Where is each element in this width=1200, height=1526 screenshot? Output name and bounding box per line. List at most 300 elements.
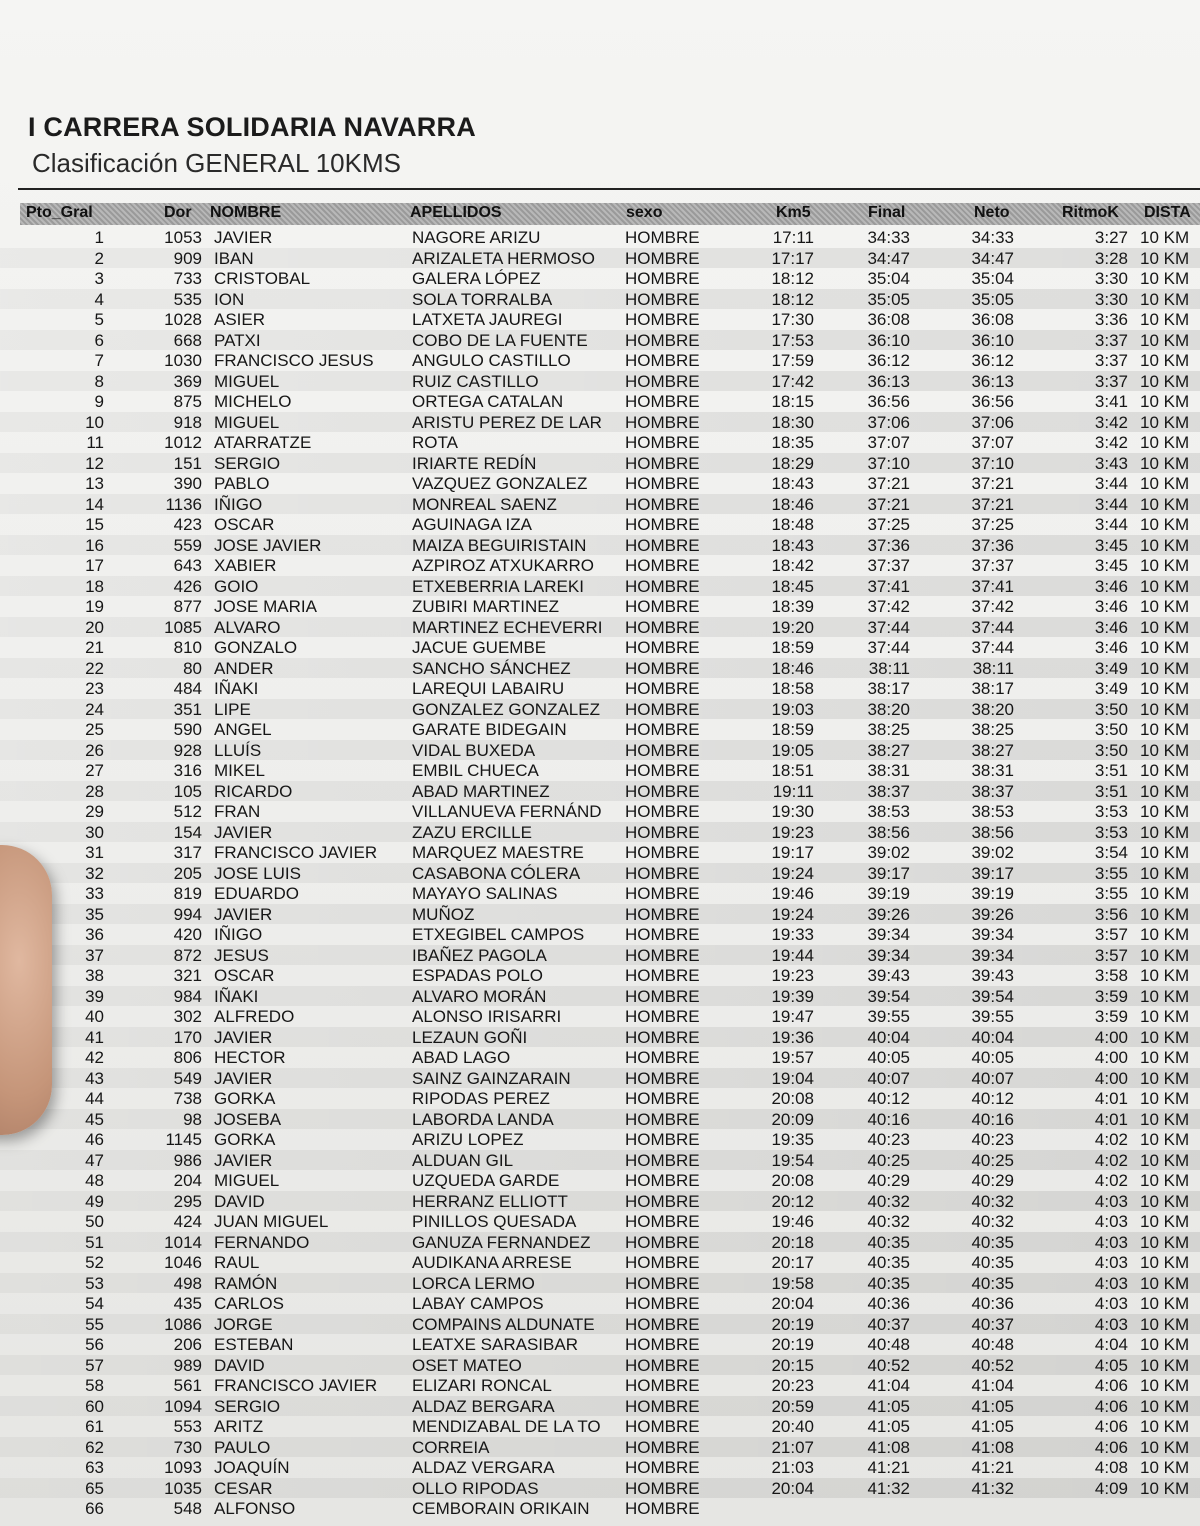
- dorsal-cell: 877: [173, 597, 202, 616]
- dorsal-cell: 1086: [164, 1314, 202, 1334]
- apellidos-cell: ABAD LAGO: [412, 1048, 511, 1067]
- nombre-cell: GONZALO: [214, 638, 298, 657]
- table-row: [0, 1457, 1200, 1478]
- dist-cell: 10 KM: [1140, 761, 1190, 780]
- km5-cell: 20:08: [771, 1171, 814, 1190]
- ritmo-cell: 4:09: [1094, 1478, 1128, 1498]
- ritmo-cell: 3:45: [1094, 556, 1128, 575]
- final-cell: 39:17: [867, 863, 910, 883]
- neto-cell: 36:10: [971, 330, 1014, 350]
- nombre-cell: JAVIER: [214, 1027, 273, 1047]
- dist-cell: 10 KM: [1140, 412, 1190, 432]
- dist-cell: 10 KM: [1140, 330, 1190, 350]
- dist-cell: 10 KM: [1140, 802, 1190, 821]
- final-cell: 38:31: [867, 761, 910, 780]
- ritmo-cell: 4:03: [1094, 1294, 1128, 1313]
- km5-cell: 17:30: [771, 310, 814, 329]
- final-cell: 40:04: [867, 1027, 910, 1047]
- pos-cell: 30: [85, 822, 104, 842]
- table-row: [0, 1437, 1200, 1458]
- ritmo-cell: 4:01: [1094, 1109, 1128, 1129]
- nombre-cell: ASIER: [214, 310, 266, 329]
- apellidos-cell: GANUZA FERNANDEZ: [412, 1232, 591, 1252]
- final-cell: 37:07: [867, 433, 910, 452]
- km5-cell: 17:53: [771, 330, 814, 350]
- table-row: [0, 617, 1200, 638]
- ritmo-cell: 3:44: [1094, 494, 1128, 514]
- neto-cell: 36:13: [971, 371, 1014, 391]
- table-row: [0, 350, 1200, 371]
- apellidos-cell: MUÑOZ: [412, 904, 475, 924]
- table-row: [0, 924, 1200, 945]
- nombre-cell: JOSE MARIA: [214, 597, 317, 616]
- dist-cell: 10 KM: [1140, 228, 1190, 247]
- nombre-cell: MIGUEL: [214, 412, 280, 432]
- neto-cell: 40:25: [971, 1150, 1014, 1170]
- neto-cell: 40:32: [971, 1212, 1014, 1231]
- final-cell: 40:37: [867, 1314, 910, 1334]
- pos-cell: 56: [85, 1335, 104, 1354]
- table-row: [0, 268, 1200, 289]
- pos-cell: 1: [94, 228, 104, 247]
- nombre-cell: JAVIER: [214, 822, 273, 842]
- nombre-cell: JUAN MIGUEL: [214, 1212, 329, 1231]
- km5-cell: 19:44: [771, 945, 814, 965]
- ritmo-cell: 4:00: [1094, 1027, 1128, 1047]
- table-row: [0, 1109, 1200, 1130]
- pos-cell: 63: [85, 1458, 104, 1477]
- nombre-cell: OSCAR: [214, 966, 275, 985]
- header-apellidos: APELLIDOS: [410, 204, 502, 221]
- pos-cell: 28: [85, 781, 104, 801]
- pos-cell: 29: [85, 802, 104, 821]
- apellidos-cell: HERRANZ ELLIOTT: [412, 1191, 568, 1211]
- ritmo-cell: 3:59: [1094, 986, 1128, 1006]
- dist-cell: 10 KM: [1140, 248, 1190, 268]
- ritmo-cell: 3:50: [1094, 699, 1128, 719]
- dist-cell: 10 KM: [1140, 658, 1190, 678]
- sexo-cell: HOMBRE: [625, 494, 700, 514]
- apellidos-cell: CEMBORAIN ORIKAIN: [412, 1499, 590, 1518]
- sexo-cell: HOMBRE: [625, 1130, 700, 1149]
- final-cell: 35:04: [867, 269, 910, 288]
- dist-cell: 10 KM: [1140, 392, 1190, 411]
- sexo-cell: HOMBRE: [625, 986, 700, 1006]
- ritmo-cell: 3:36: [1094, 310, 1128, 329]
- neto-cell: 38:53: [971, 802, 1014, 821]
- km5-cell: 21:07: [771, 1437, 814, 1457]
- apellidos-cell: MAIZA BEGUIRISTAIN: [412, 535, 587, 555]
- final-cell: 37:41: [867, 576, 910, 596]
- km5-cell: 21:03: [771, 1458, 814, 1477]
- header-sexo: sexo: [626, 204, 663, 221]
- apellidos-cell: EMBIL CHUECA: [412, 761, 539, 780]
- sexo-cell: HOMBRE: [625, 1478, 700, 1498]
- table-row: [0, 576, 1200, 597]
- neto-cell: 40:35: [971, 1232, 1014, 1252]
- table-row: [0, 801, 1200, 822]
- table-row: [0, 330, 1200, 351]
- nombre-cell: JORGE: [214, 1314, 273, 1334]
- dorsal-cell: 316: [173, 761, 202, 780]
- neto-cell: 38:17: [971, 679, 1014, 698]
- final-cell: 40:35: [867, 1253, 910, 1272]
- table-row: [0, 1068, 1200, 1089]
- pos-cell: 58: [85, 1376, 104, 1395]
- neto-cell: 40:35: [971, 1253, 1014, 1272]
- pos-cell: 39: [85, 986, 104, 1006]
- pos-cell: 54: [85, 1294, 104, 1313]
- sexo-cell: HOMBRE: [625, 1314, 700, 1334]
- neto-cell: 40:16: [971, 1109, 1014, 1129]
- final-cell: 38:25: [867, 720, 910, 739]
- header-final: Final: [868, 204, 906, 221]
- pos-cell: 51: [85, 1232, 104, 1252]
- table-row: [0, 760, 1200, 781]
- sexo-cell: HOMBRE: [625, 1396, 700, 1416]
- apellidos-cell: LATXETA JAUREGI: [412, 310, 563, 329]
- dist-cell: 10 KM: [1140, 576, 1190, 596]
- dorsal-cell: 819: [173, 884, 202, 903]
- sexo-cell: HOMBRE: [625, 576, 700, 596]
- nombre-cell: DAVID: [214, 1355, 265, 1375]
- ritmo-cell: 4:00: [1094, 1068, 1128, 1088]
- final-cell: 34:47: [867, 248, 910, 268]
- table-row: [0, 1355, 1200, 1376]
- ritmo-cell: 4:02: [1094, 1171, 1128, 1190]
- dist-cell: 10 KM: [1140, 310, 1190, 329]
- dist-cell: 10 KM: [1140, 351, 1190, 370]
- table-row: [0, 1396, 1200, 1417]
- ritmo-cell: 3:27: [1094, 228, 1128, 247]
- km5-cell: 19:23: [771, 966, 814, 985]
- dist-cell: 10 KM: [1140, 515, 1190, 534]
- nombre-cell: RAUL: [214, 1253, 260, 1272]
- pos-cell: 50: [85, 1212, 104, 1231]
- table-row: [0, 842, 1200, 863]
- nombre-cell: RICARDO: [214, 781, 293, 801]
- table-row: [0, 1129, 1200, 1150]
- pos-cell: 55: [85, 1314, 104, 1334]
- neto-cell: 40:32: [971, 1191, 1014, 1211]
- apellidos-cell: RUIZ CASTILLO: [412, 371, 539, 391]
- km5-cell: 19:39: [771, 986, 814, 1006]
- dorsal-cell: 535: [173, 289, 202, 309]
- neto-cell: 40:29: [971, 1171, 1014, 1190]
- km5-cell: 19:23: [771, 822, 814, 842]
- nombre-cell: OSCAR: [214, 515, 275, 534]
- nombre-cell: JAVIER: [214, 1150, 273, 1170]
- sexo-cell: HOMBRE: [625, 1232, 700, 1252]
- ritmo-cell: 4:06: [1094, 1437, 1128, 1457]
- apellidos-cell: MONREAL SAENZ: [412, 494, 557, 514]
- ritmo-cell: 3:44: [1094, 515, 1128, 534]
- km5-cell: 20:04: [771, 1294, 814, 1313]
- pos-cell: 43: [85, 1068, 104, 1088]
- dorsal-cell: 1028: [164, 310, 202, 329]
- ritmo-cell: 3:51: [1094, 761, 1128, 780]
- sexo-cell: HOMBRE: [625, 1437, 700, 1457]
- dorsal-cell: 984: [173, 986, 202, 1006]
- dist-cell: 10 KM: [1140, 1232, 1190, 1252]
- dist-cell: 10 KM: [1140, 1273, 1190, 1293]
- dorsal-cell: 1136: [165, 494, 202, 514]
- sexo-cell: HOMBRE: [625, 1335, 700, 1354]
- dist-cell: 10 KM: [1140, 1314, 1190, 1334]
- apellidos-cell: ARISTU PEREZ DE LAR: [412, 412, 602, 432]
- apellidos-cell: LABORDA LANDA: [412, 1109, 554, 1129]
- neto-cell: 41:32: [971, 1478, 1014, 1498]
- apellidos-cell: GONZALEZ GONZALEZ: [412, 699, 600, 719]
- pos-cell: 19: [85, 597, 104, 616]
- neto-cell: 38:56: [971, 822, 1014, 842]
- km5-cell: 19:36: [771, 1027, 814, 1047]
- final-cell: 36:56: [867, 392, 910, 411]
- km5-cell: 20:23: [771, 1376, 814, 1395]
- km5-cell: 19:47: [771, 1007, 814, 1026]
- sexo-cell: HOMBRE: [625, 453, 700, 473]
- pos-cell: 20: [85, 617, 104, 637]
- dist-cell: 10 KM: [1140, 433, 1190, 452]
- neto-cell: 40:35: [971, 1273, 1014, 1293]
- dorsal-cell: 206: [173, 1335, 202, 1354]
- dorsal-cell: 806: [173, 1048, 202, 1067]
- dorsal-cell: 498: [173, 1273, 202, 1293]
- pos-cell: 23: [85, 679, 104, 698]
- final-cell: 41:21: [867, 1458, 910, 1477]
- nombre-cell: GORKA: [214, 1089, 276, 1108]
- ritmo-cell: 4:02: [1094, 1150, 1128, 1170]
- apellidos-cell: JACUE GUEMBE: [412, 638, 547, 657]
- apellidos-cell: LAREQUI LABAIRU: [412, 679, 565, 698]
- neto-cell: 37:41: [971, 576, 1014, 596]
- ritmo-cell: 3:55: [1094, 863, 1128, 883]
- dorsal-cell: 872: [173, 945, 202, 965]
- neto-cell: 37:06: [971, 412, 1014, 432]
- sexo-cell: HOMBRE: [625, 228, 700, 247]
- final-cell: 36:12: [867, 351, 910, 370]
- dorsal-cell: 317: [173, 843, 202, 862]
- km5-cell: 18:29: [771, 453, 814, 473]
- ritmo-cell: 4:03: [1094, 1273, 1128, 1293]
- dist-cell: 10 KM: [1140, 1027, 1190, 1047]
- dist-cell: 10 KM: [1140, 638, 1190, 657]
- apellidos-cell: ESPADAS POLO: [412, 966, 544, 985]
- neto-cell: 37:42: [971, 597, 1014, 616]
- final-cell: 39:26: [867, 904, 910, 924]
- dorsal-cell: 1053: [164, 228, 202, 247]
- final-cell: 38:17: [867, 679, 910, 698]
- dist-cell: 10 KM: [1140, 535, 1190, 555]
- pos-cell: 44: [85, 1089, 104, 1108]
- final-cell: 37:25: [867, 515, 910, 534]
- dorsal-cell: 1046: [164, 1253, 202, 1272]
- nombre-cell: JAVIER: [214, 904, 273, 924]
- apellidos-cell: ABAD MARTINEZ: [412, 781, 550, 801]
- dist-cell: 10 KM: [1140, 863, 1190, 883]
- km5-cell: 18:30: [771, 412, 814, 432]
- neto-cell: 40:37: [971, 1314, 1014, 1334]
- dorsal-cell: 668: [173, 330, 202, 350]
- dorsal-cell: 1012: [164, 433, 202, 452]
- ritmo-cell: 3:37: [1094, 330, 1128, 350]
- dist-cell: 10 KM: [1140, 781, 1190, 801]
- final-cell: 37:44: [867, 638, 910, 657]
- dist-cell: 10 KM: [1140, 1253, 1190, 1272]
- sexo-cell: HOMBRE: [625, 330, 700, 350]
- nombre-cell: FRANCISCO JAVIER: [214, 843, 378, 862]
- dorsal-cell: 643: [173, 556, 202, 575]
- table-row: [0, 555, 1200, 576]
- final-cell: 40:23: [867, 1130, 910, 1149]
- table-row: [0, 535, 1200, 556]
- pos-cell: 17: [85, 556, 104, 575]
- neto-cell: 36:12: [971, 351, 1014, 370]
- dorsal-cell: 204: [173, 1171, 202, 1190]
- sexo-cell: HOMBRE: [625, 740, 700, 760]
- sexo-cell: HOMBRE: [625, 679, 700, 698]
- apellidos-cell: ETXEBERRIA LAREKI: [412, 576, 584, 596]
- apellidos-cell: ZAZU ERCILLE: [412, 822, 532, 842]
- table-row: [0, 1232, 1200, 1253]
- km5-cell: 18:39: [771, 597, 814, 616]
- table-row: [0, 945, 1200, 966]
- dist-cell: 10 KM: [1140, 986, 1190, 1006]
- dorsal-cell: 1014: [164, 1232, 202, 1252]
- km5-cell: 19:46: [771, 884, 814, 903]
- ritmo-cell: 3:46: [1094, 638, 1128, 657]
- pos-cell: 26: [85, 740, 104, 760]
- pos-cell: 2: [94, 248, 104, 268]
- dorsal-cell: 426: [173, 576, 202, 596]
- dist-cell: 10 KM: [1140, 966, 1190, 985]
- final-cell: 40:29: [867, 1171, 910, 1190]
- pos-cell: 10: [85, 412, 104, 432]
- ritmo-cell: 4:06: [1094, 1376, 1128, 1395]
- sexo-cell: HOMBRE: [625, 699, 700, 719]
- dorsal-cell: 1035: [164, 1478, 202, 1498]
- dist-cell: 10 KM: [1140, 843, 1190, 862]
- final-cell: 40:32: [867, 1212, 910, 1231]
- sexo-cell: HOMBRE: [625, 781, 700, 801]
- km5-cell: 19:35: [771, 1130, 814, 1149]
- apellidos-cell: IRIARTE REDÍN: [412, 453, 537, 473]
- km5-cell: 18:12: [771, 269, 814, 288]
- table-row: [0, 248, 1200, 269]
- apellidos-cell: RIPODAS PEREZ: [412, 1089, 550, 1108]
- neto-cell: 41:05: [971, 1417, 1014, 1436]
- pos-cell: 48: [85, 1171, 104, 1190]
- neto-cell: 39:55: [971, 1007, 1014, 1026]
- dorsal-cell: 561: [173, 1376, 202, 1395]
- pos-cell: 41: [85, 1027, 104, 1047]
- neto-cell: 37:25: [971, 515, 1014, 534]
- pos-cell: 46: [85, 1130, 104, 1149]
- pos-cell: 4: [94, 289, 104, 309]
- thumb: [0, 845, 52, 1135]
- nombre-cell: RAMÓN: [214, 1273, 278, 1293]
- final-cell: 37:21: [867, 474, 910, 493]
- nombre-cell: JOSEBA: [214, 1109, 282, 1129]
- ritmo-cell: 3:44: [1094, 474, 1128, 493]
- ritmo-cell: 3:42: [1094, 412, 1128, 432]
- apellidos-cell: LEZAUN GOÑI: [412, 1027, 528, 1047]
- pos-cell: 15: [85, 515, 104, 534]
- sexo-cell: HOMBRE: [625, 1191, 700, 1211]
- header-neto: Neto: [974, 204, 1010, 221]
- ritmo-cell: 3:30: [1094, 269, 1128, 288]
- pos-cell: 32: [85, 863, 104, 883]
- pos-cell: 38: [85, 966, 104, 985]
- final-cell: 39:02: [867, 843, 910, 862]
- table-row: [0, 822, 1200, 843]
- apellidos-cell: LABAY CAMPOS: [412, 1294, 544, 1313]
- apellidos-cell: SANCHO SÁNCHEZ: [412, 658, 571, 678]
- pos-cell: 12: [85, 453, 104, 473]
- table-row: [0, 1375, 1200, 1396]
- nombre-cell: JESUS: [214, 945, 269, 965]
- nombre-cell: PABLO: [214, 474, 270, 493]
- dist-cell: 10 KM: [1140, 1376, 1190, 1395]
- dorsal-cell: 548: [173, 1499, 202, 1518]
- final-cell: 40:12: [867, 1089, 910, 1108]
- dorsal-cell: 1030: [164, 351, 202, 370]
- nombre-cell: IBAN: [214, 248, 254, 268]
- apellidos-cell: ROTA: [412, 433, 458, 452]
- ritmo-cell: 4:00: [1094, 1048, 1128, 1067]
- pos-cell: 37: [85, 945, 104, 965]
- sexo-cell: HOMBRE: [625, 1499, 700, 1518]
- header-pos: Pto_Gral: [26, 204, 93, 221]
- table-row: [0, 473, 1200, 494]
- dorsal-cell: 590: [173, 720, 202, 739]
- dist-cell: 10 KM: [1140, 1171, 1190, 1190]
- dorsal-cell: 1145: [165, 1130, 202, 1149]
- nombre-cell: LLUÍS: [214, 740, 262, 760]
- table-row: [0, 1047, 1200, 1068]
- km5-cell: 20:15: [771, 1355, 814, 1375]
- neto-cell: 40:05: [971, 1048, 1014, 1067]
- pos-cell: 5: [94, 310, 104, 329]
- final-cell: 40:32: [867, 1191, 910, 1211]
- apellidos-cell: VAZQUEZ GONZALEZ: [412, 474, 588, 493]
- neto-cell: 39:02: [971, 843, 1014, 862]
- sexo-cell: HOMBRE: [625, 433, 700, 452]
- ritmo-cell: 3:51: [1094, 781, 1128, 801]
- dist-cell: 10 KM: [1140, 494, 1190, 514]
- km5-cell: 17:42: [771, 371, 814, 391]
- dist-cell: 10 KM: [1140, 1396, 1190, 1416]
- final-cell: 40:05: [867, 1048, 910, 1067]
- neto-cell: 40:52: [971, 1355, 1014, 1375]
- ritmo-cell: 4:06: [1094, 1396, 1128, 1416]
- dorsal-cell: 424: [173, 1212, 202, 1231]
- final-cell: 38:53: [867, 802, 910, 821]
- km5-cell: 18:48: [771, 515, 814, 534]
- ritmo-cell: 4:06: [1094, 1417, 1128, 1436]
- table-row: [0, 1088, 1200, 1109]
- table-row: [0, 227, 1200, 248]
- km5-cell: 19:04: [771, 1068, 814, 1088]
- km5-cell: 19:11: [772, 781, 814, 801]
- apellidos-cell: MARTINEZ ECHEVERRI: [412, 617, 603, 637]
- final-cell: 35:05: [867, 289, 910, 309]
- table-row: [0, 740, 1200, 761]
- pos-cell: 8: [94, 371, 104, 391]
- nombre-cell: SERGIO: [214, 453, 281, 473]
- neto-cell: 35:04: [971, 269, 1014, 288]
- apellidos-cell: COBO DE LA FUENTE: [412, 330, 588, 350]
